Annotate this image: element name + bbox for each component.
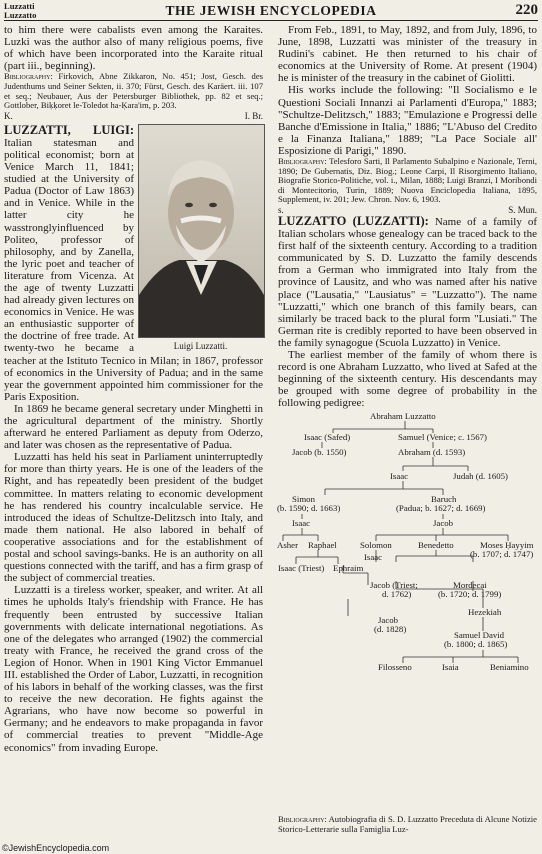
left-column — [4, 24, 263, 754]
right-column — [278, 24, 537, 789]
pedigree-lines — [278, 411, 537, 789]
portrait-caption: Luigi Luzzatti. — [173, 340, 228, 351]
bibliography-text: Telesforo Sarti, Il Parlamento Subalpino e Nazionale, Terni, 1890; De Gubernatis, Diz. Biog.; Leone Carpi, Il Risorgimento Italiano, Biografie Storico-Politiche, vol. i., Milan, 1888; Luigi Branzi, I Moribondi di Montecitorio, Turin, 1889; Nuova Enciclopedia Italiana, 1895, Supplement, iv. 201; Jew. Chron. Nov. 6, 1903. — [278, 156, 537, 205]
pedigree-node: Jacob (b. 1550) — [292, 446, 347, 457]
header-rule — [4, 20, 538, 21]
portrait-luigi-luzzatti — [138, 124, 265, 338]
pedigree-node: Isaac (Safed) — [304, 431, 351, 442]
paragraph-tireless-worker: Luzzatti is a tireless worker, speaker, and writer. At all times he upholds Italy's friendship with France. He has frequently been entrusted by successive Italian governments with delicate international negotiations. As one of the delegates who arranged (1902) the commercial treaty with France, he received the grand cross of the Legion of Honor. When in 1901 King Victor Emmanuel III. established the Order of Labor, Luzzatti, in recognition of his labors in behalf of the working classes, was the first to receive the new decoration. He fights against the Agrarians, who have now become so powerful in Germany; and he endeavors to make propaganda in favor of commercial treaties to prevent "Middle-Age economics" from invading Europe. — [4, 584, 263, 754]
signature-right: S. Mun. — [508, 205, 537, 215]
pedigree-node: Benedetto — [418, 539, 454, 550]
pedigree-node: Samuel (Venice; c. 1567) — [398, 431, 487, 442]
guide-word-top: Luzzatti — [4, 1, 35, 11]
pedigree-node: Isaac — [390, 470, 409, 481]
bibliography-label: Bibliography: — [4, 71, 53, 82]
page-title: THE JEWISH ENCYCLOPEDIA — [165, 3, 377, 18]
bibliography-luigi — [278, 157, 537, 205]
pedigree-node: Hezekiah — [468, 606, 502, 617]
pedigree-node: Judah (d. 1605) — [453, 470, 508, 481]
pedigree-node: (b. 1720; d. 1799) — [438, 588, 502, 599]
bibliography-luzzatto — [278, 815, 537, 834]
page-number: 220 — [515, 2, 538, 18]
intro-paragraph: to him there were cabalists even among the Karaites. Luzki was the author also of many religious poems, five of which have been incorporated into the Karaite ritual (part iii., beginning). — [4, 24, 263, 73]
article-body-luigi: Italian statesman and political economist; born at Venice March 11, 1841; studied at the University of Padua (Doctor of Law 1863) and in Venice. While in the latter city he wasstronglyinfluenced by Politeo, professor of philosophy, and by Zanella, the lyric poet and teacher of literature from Vicenza. At the age of twenty Luzzatti had already given lectures on economics in Venice. He was an enthusiastic supporter of the doctrine of free trade. At twenty-two he became a teacher at the Istituto Tecnico in Milan; in 1867, professor of economics in the University of Padua; and in the same year the government appointed him commissioner for the Paris Exposition. — [4, 136, 263, 403]
article-title-luzzatto: LUZZATTO (LUZZATTI): — [278, 214, 429, 228]
pedigree-node: Isaac — [292, 517, 311, 528]
paragraph-1869: In 1869 he became general secretary under Minghetti in the agricultural department of the ministry. Shortly afterward he entered Parliament as deputy from Oderzo, and later was chosen as the representative of Padua. — [4, 402, 263, 452]
pedigree-node: Solomon — [360, 539, 392, 550]
pedigree-node: (b. 1590; d. 1663) — [277, 502, 341, 513]
pedigree-node: Abraham Luzzatto — [370, 410, 436, 421]
pedigree-node: Jacob — [433, 517, 454, 528]
article-title-luigi: LUZZATTI, LUIGI: — [4, 122, 134, 137]
luzzatto-article — [278, 215, 537, 349]
portrait-figure — [138, 124, 263, 352]
paragraph-minister: From Feb., 1891, to May, 1892, and from July, 1896, to June, 1898, Luzzatti was minister of the treasury in Rudini's cabinet. He then returned to his chair of economics at the University of Rome. At present (1904) he is minister of the treasury in the cabinet of Giolitti. — [278, 24, 537, 85]
pedigree-node: Beniamino — [490, 661, 529, 672]
pedigree-node: Simon — [292, 493, 315, 504]
signature-line — [4, 111, 263, 121]
signature-right: I. Br. — [244, 110, 263, 121]
pedigree-node: d. 1762) — [382, 588, 412, 599]
signature-left: K. — [4, 110, 13, 121]
paragraph-works: His works include the following: "Il Socialismo e le Questioni Sociali Innanzi ai Parlamenti d'Europa," 1883; "Schultze-Delitzsch," 1883; "Emulazione e Progressi delle Banche d'Emissione in Italia," 1886; "L'Abuso del Credito e la Finanza Italiana," 1889; "La Pace Sociale all' Esposizione di Parigi," 1890. — [278, 84, 537, 157]
pedigree-node: Jacob (Triest; — [370, 579, 418, 590]
paragraph-parliament: Luzzatti has held his seat in Parliament uninterruptedly for more than thirty years. He is one of the leaders of the Right, and has repeatedly been president of the budget committee. In matters relating to economic development he has rendered his country incalculable service. He introduced the ideas of Schultze-Delitzsch into Italy, and made them national. He also labored in behalf of cooperative associations and for the establishment of postal and school savings-banks. He is an authority on all questions connected with the tariff, and has a firm grasp of the subject of commercial treaties. — [4, 451, 263, 585]
pedigree-node: Isaia — [442, 661, 459, 672]
pedigree-node: Isaac — [364, 551, 383, 562]
bibliography-label: Bibliography: — [278, 814, 327, 824]
bibliography-luzki — [4, 72, 263, 110]
pedigree-chart — [278, 411, 537, 789]
pedigree-node: Isaac (Triest) — [278, 562, 325, 573]
watermark: ©JewishEncyclopedia.com — [2, 843, 110, 853]
paragraph-earliest-member: The earliest member of the family of whom there is record is one Abraham Luzzatto, who lived at Safed at the beginning of the sixteenth century. His descendants may be grouped with some degree of probability in the following pedigree: — [278, 349, 537, 410]
pedigree-node: Asher — [277, 539, 299, 550]
pedigree-node: Samuel David — [454, 629, 505, 640]
pedigree-node: Ephraim — [333, 562, 364, 573]
pedigree-node: Baruch — [431, 493, 457, 504]
pedigree-node: (d. 1828) — [374, 623, 407, 634]
page-header — [4, 2, 538, 20]
pedigree-node: (b. 1800; d. 1865) — [444, 638, 508, 649]
signature-left: s. — [278, 205, 284, 215]
pedigree-node: (Padua; b. 1627; d. 1669) — [396, 502, 486, 513]
portrait-drawing — [139, 125, 264, 337]
pedigree-node: Jacob — [378, 614, 399, 625]
pedigree-node: Moses Ḥayyim — [480, 539, 534, 550]
bibliography-text: Firkovich, Abne Zikkaron, No. 451; Jost, Gesch. des Judenthums und Seiner Sekten, ii. 370; Fürst, Gesch. des Karäert. iii. 107 et seq.; Neubauer, Aus der Petersburger Bibliothek, pp. 82 et seq.; Gottlober, Biḳḳoret le-Toledot ha-Ḳara'im, p. 203. — [4, 71, 263, 111]
right-bibliography-bottom — [278, 815, 537, 834]
guide-word-bottom: Luzzatto — [4, 9, 37, 20]
bibliography-text: Autobiografia di S. D. Luzzatto Preceduta di Alcune Notizie Storico-Letterarie sulla Famiglia Luz- — [278, 814, 537, 834]
pedigree-node: Mordecai — [453, 579, 487, 590]
article-body-luzzatto: Name of a family of Italian scholars whose genealogy can be traced back to the first half of the sixteenth century. According to a tradition communicated by S. D. Luzzatto the family descends from a German who immigrated into Italy from the province of Lausitz, and who was named after his native place ("Lausatia," "Lausiatus" = "Luzzatto"). The name "Luzzatti," which one branch of this family bears, can similarly be traced back to the plural form "Lusiati." The German rite is credibly reported to have been observed in the family synagogue (Scuola Luzzatto) in Venice. — [278, 216, 537, 349]
pedigree-node: (b. 1707; d. 1747) — [470, 548, 534, 559]
pedigree-node: Raphael — [308, 539, 337, 550]
bibliography-label: Bibliography: — [278, 156, 327, 167]
pedigree-node: Abraham (d. 1593) — [398, 446, 466, 457]
pedigree-node: Filosseno — [378, 661, 412, 672]
luigi-article — [4, 124, 263, 403]
